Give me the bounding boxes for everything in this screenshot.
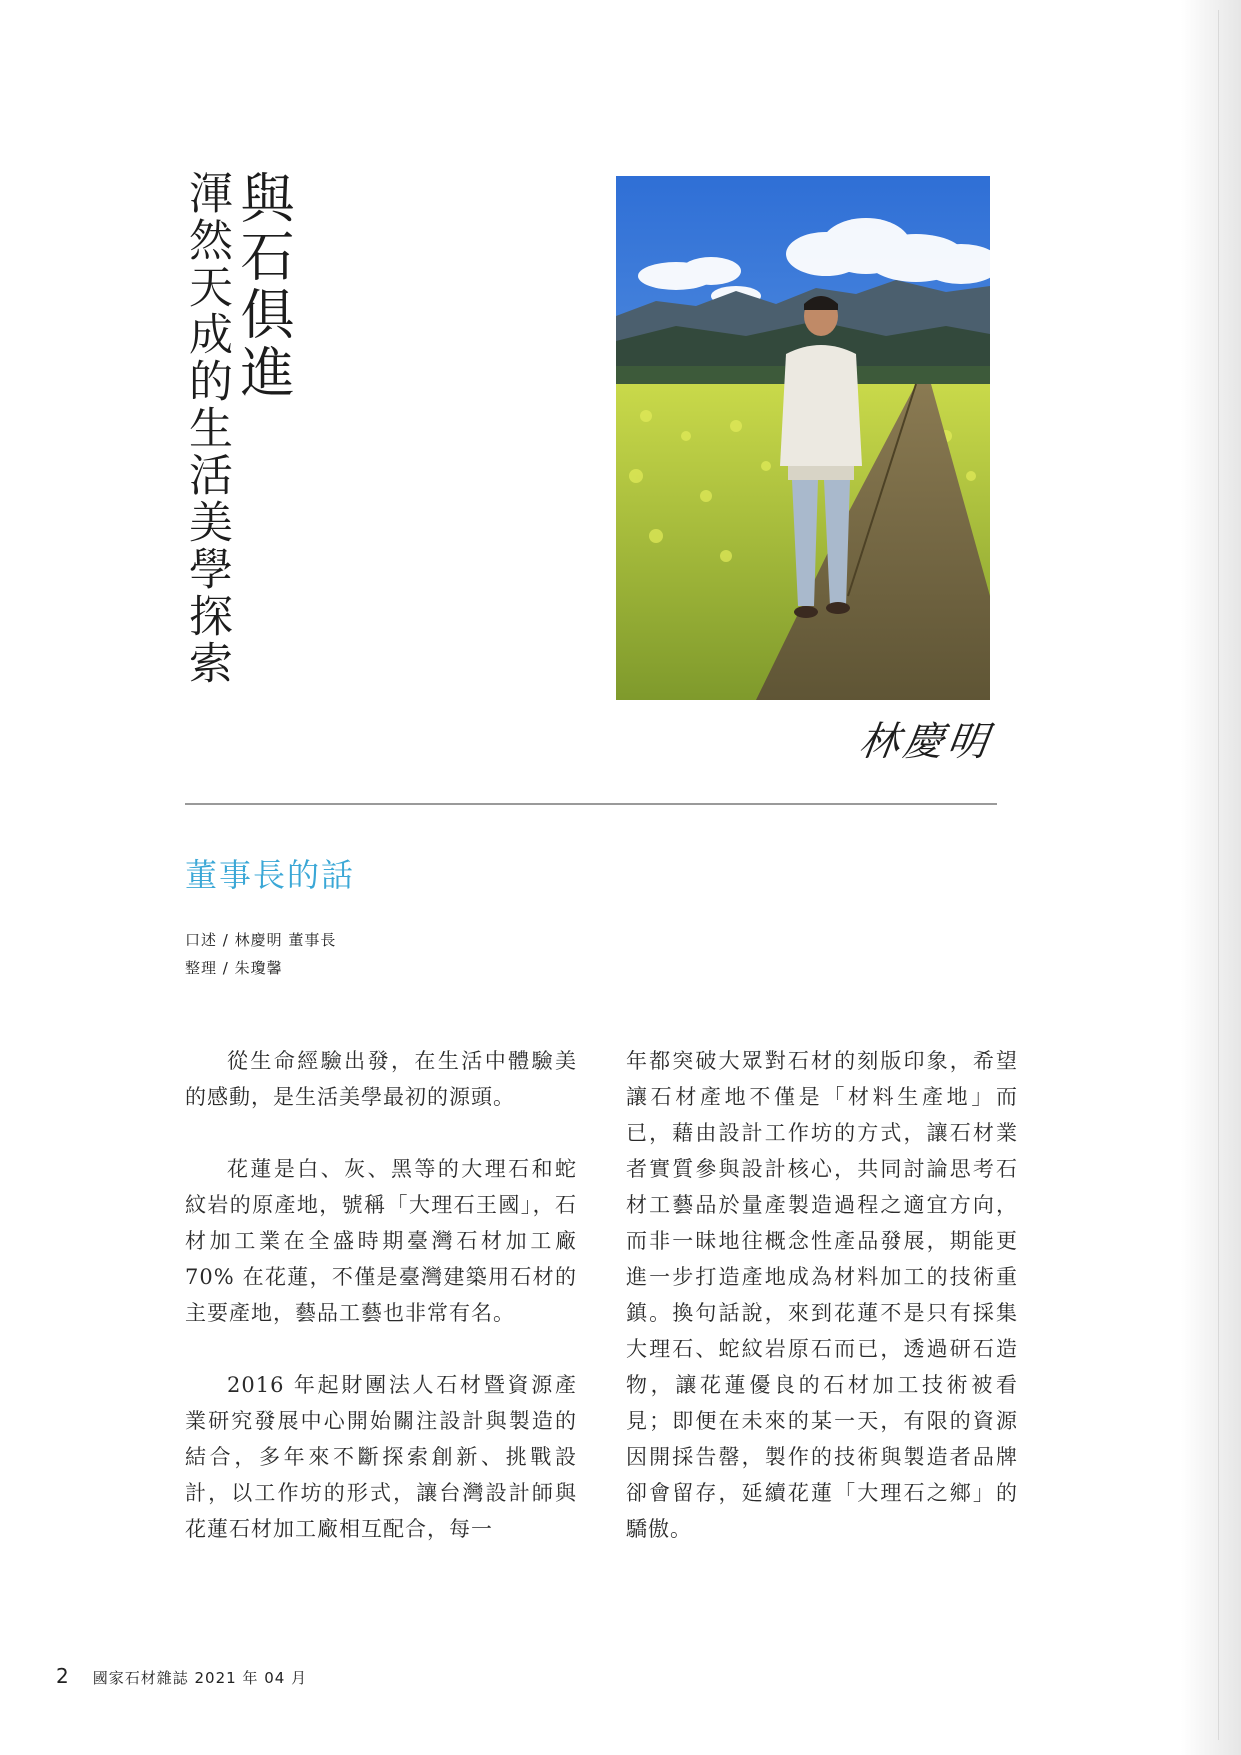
body-paragraph: 從生命經驗出發，在生活中體驗美的感動，是生活美學最初的源頭。	[185, 1049, 577, 1109]
body-column-right	[626, 1043, 1018, 1583]
page-edge	[1181, 0, 1241, 1755]
section-title: 董事長的話	[185, 856, 356, 894]
signature: 林慶明	[856, 719, 995, 765]
article-title: 與石俱進	[232, 170, 295, 402]
divider-rule	[185, 803, 997, 805]
page-edge-line	[1218, 10, 1219, 1740]
body-paragraph: 2016 年起財團法人石材暨資源產業研究發展中心開始關注設計與製造的結合，多年來不斷探索創新、挑戰設計，以工作坊的形式，讓台灣設計師與花蓮石材加工廠相互配合，每一	[185, 1373, 577, 1541]
body-paragraph: 花蓮是白、灰、黑等的大理石和蛇紋岩的原產地，號稱「大理石王國」，石材加工業在全盛時期臺灣石材加工廠 70% 在花蓮，不僅是臺灣建築用石材的主要產地，藝品工藝也非常有名。	[185, 1157, 577, 1325]
page-footer	[56, 1664, 307, 1688]
byline-editor: 整理 / 朱瓊馨	[185, 959, 283, 977]
byline-narrator: 口述 / 林慶明 董事長	[185, 931, 337, 949]
chairman-photo	[616, 176, 990, 700]
page-number: 2	[56, 1664, 69, 1688]
article-subtitle: 渾然天成的生活美學探索	[181, 170, 232, 687]
body-paragraph: 年都突破大眾對石材的刻版印象，希望讓石材產地不僅是「材料生產地」而已，藉由設計工作坊的方式，讓石材業者實質參與設計核心，共同討論思考石材工藝品於量產製造過程之適宜方向，而非一昧地往概念性產品發展，期能更進一步打造產地成為材料加工的技術重鎮。換句話說，來到花蓮不是只有採集大理石、蛇紋岩原石而已，透過研石造物，讓花蓮優良的石材加工技術被看見；即便在未來的某一天，有限的資源因開採告罄，製作的技術與製造者品牌卻會留存，延續花蓮「大理石之鄉」的驕傲。	[626, 1049, 1018, 1541]
body-column-left	[185, 1043, 577, 1583]
publication-info: 國家石材雜誌 2021 年 04 月	[92, 1669, 308, 1687]
